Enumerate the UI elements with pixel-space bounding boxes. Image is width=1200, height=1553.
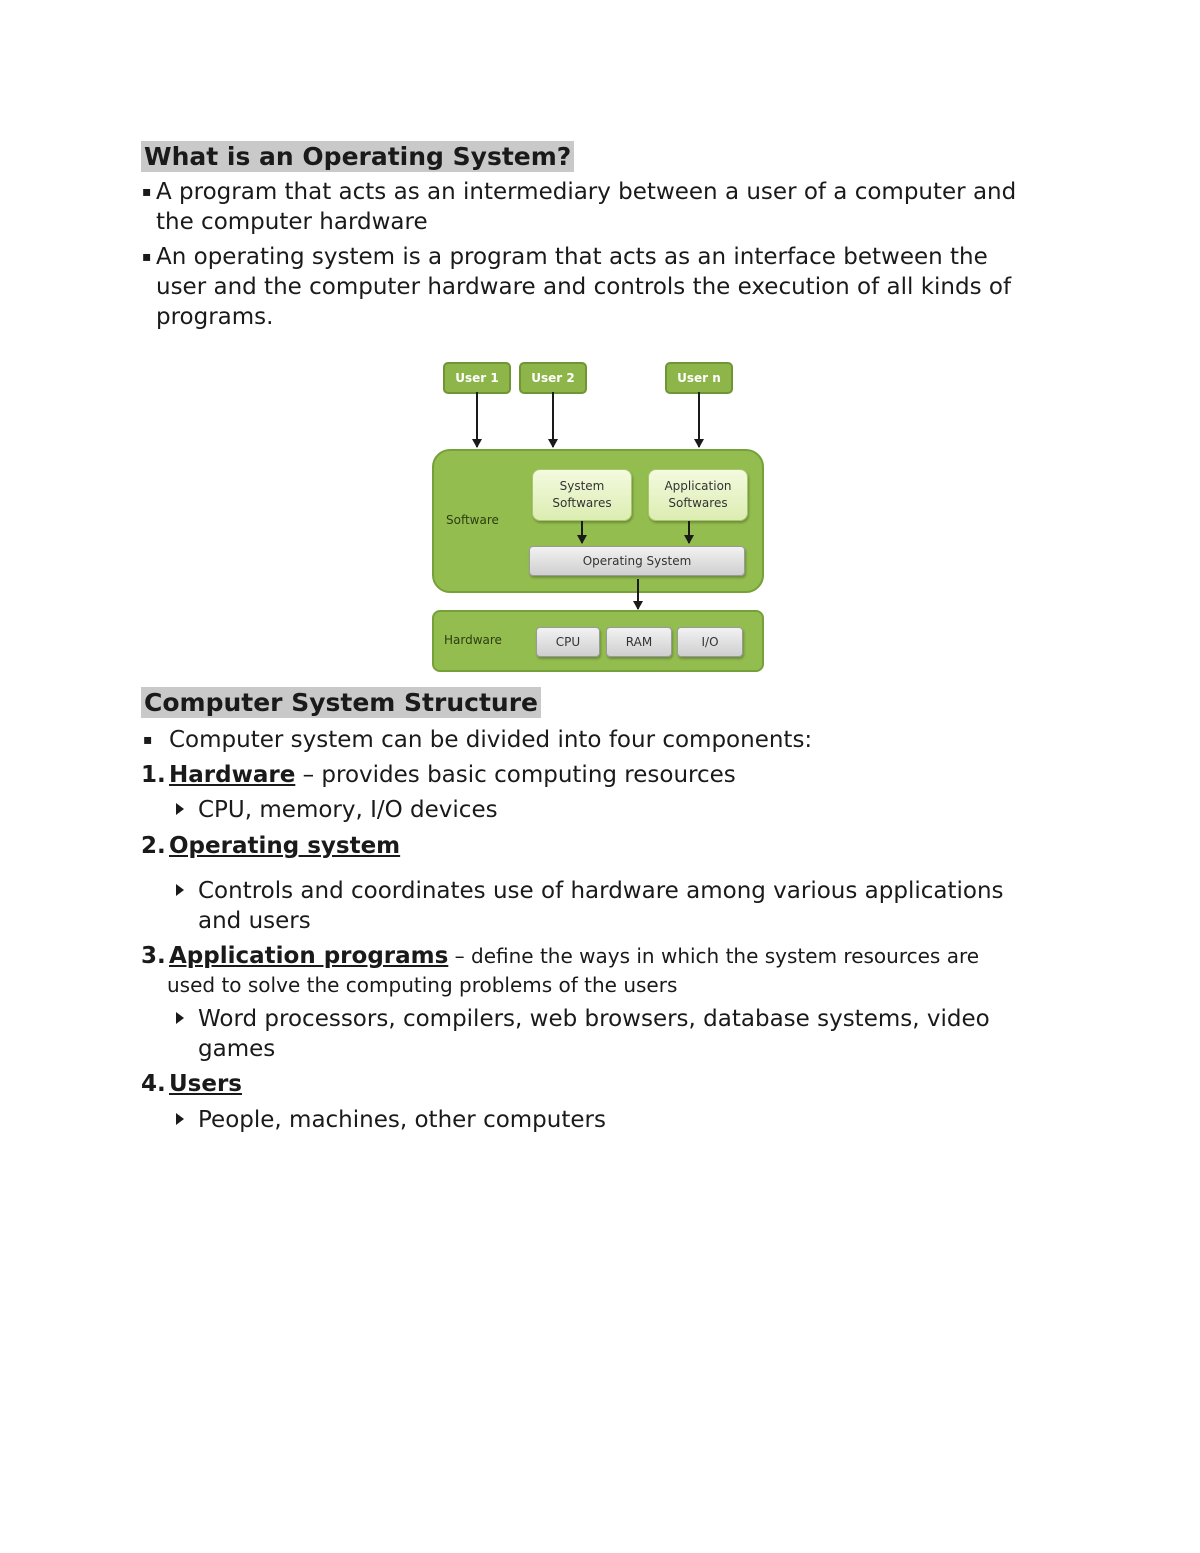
sub-line: games (198, 1036, 276, 1062)
box-line: Application (664, 479, 732, 493)
arrow-down-icon (637, 579, 639, 609)
arrow-down-icon (476, 392, 478, 447)
intro-text: Computer system can be divided into four components: (169, 727, 813, 753)
item-number: 4. (141, 1071, 166, 1097)
sub-line: Word processors, compilers, web browsers, database systems, video (198, 1006, 990, 1032)
sub-line: Controls and coordinates use of hardware among various applications (198, 878, 1004, 904)
sub-item (198, 1004, 990, 1064)
term-operating-system: Operating system (169, 833, 401, 859)
system-softwares-box (532, 469, 632, 521)
bullet-line: An operating system is a program that acts as an interface between the (156, 244, 988, 270)
term-hardware: Hardware (169, 762, 296, 788)
hardware-label: Hardware (444, 633, 502, 647)
bullet-line: A program that acts as an intermediary between a user of a computer and (156, 179, 1017, 205)
sub-item: CPU, memory, I/O devices (198, 797, 498, 823)
item-number: 2. (141, 833, 166, 859)
bullet-text (156, 177, 1016, 237)
bullet-marker: ▪ (143, 732, 153, 748)
item-desc-line2: used to solve the computing problems of the users (167, 973, 678, 997)
item-application-programs (169, 941, 979, 971)
arrow-down-icon (581, 521, 583, 543)
term-application-programs: Application programs (169, 943, 449, 969)
bullet-marker: ▪ (142, 184, 152, 200)
bullet-line: user and the computer hardware and controls the execution of all kinds of (156, 274, 1012, 300)
triangle-bullet-icon (176, 1113, 184, 1125)
item-number: 3. (141, 943, 166, 969)
bullet-marker: ▪ (142, 249, 152, 265)
term-users: Users (169, 1071, 242, 1097)
box-line: System (559, 479, 605, 493)
sub-item: People, machines, other computers (198, 1107, 606, 1133)
application-softwares-box (648, 469, 748, 521)
software-label: Software (446, 513, 499, 527)
user-n-box: User n (665, 362, 733, 394)
item-desc: – provides basic computing resources (295, 762, 736, 788)
triangle-bullet-icon (176, 803, 184, 815)
bullet-line: the computer hardware (156, 209, 428, 235)
sub-item (198, 876, 1004, 936)
section-title-system-structure: Computer System Structure (141, 687, 541, 718)
ram-box: RAM (606, 627, 672, 657)
item-operating-system (169, 831, 400, 861)
cpu-box: CPU (536, 627, 600, 657)
software-panel (432, 449, 764, 593)
user-1-box: User 1 (443, 362, 511, 394)
hardware-panel (432, 610, 764, 672)
os-layer-diagram (428, 357, 768, 675)
item-hardware (169, 760, 736, 790)
user-2-box: User 2 (519, 362, 587, 394)
triangle-bullet-icon (176, 884, 184, 896)
item-number: 1. (141, 762, 166, 788)
arrow-down-icon (552, 392, 554, 447)
arrow-down-icon (688, 521, 690, 543)
section-title-what-is-os: What is an Operating System? (141, 141, 574, 172)
triangle-bullet-icon (176, 1012, 184, 1024)
io-box: I/O (677, 627, 743, 657)
bullet-text (156, 242, 1011, 332)
box-line: Softwares (668, 496, 728, 510)
operating-system-box: Operating System (529, 546, 745, 576)
box-line: Softwares (552, 496, 612, 510)
arrow-down-icon (698, 392, 700, 447)
bullet-line: programs. (156, 304, 274, 330)
sub-line: and users (198, 908, 311, 934)
item-desc: – define the ways in which the system resources are (448, 944, 980, 968)
item-users (169, 1069, 242, 1099)
